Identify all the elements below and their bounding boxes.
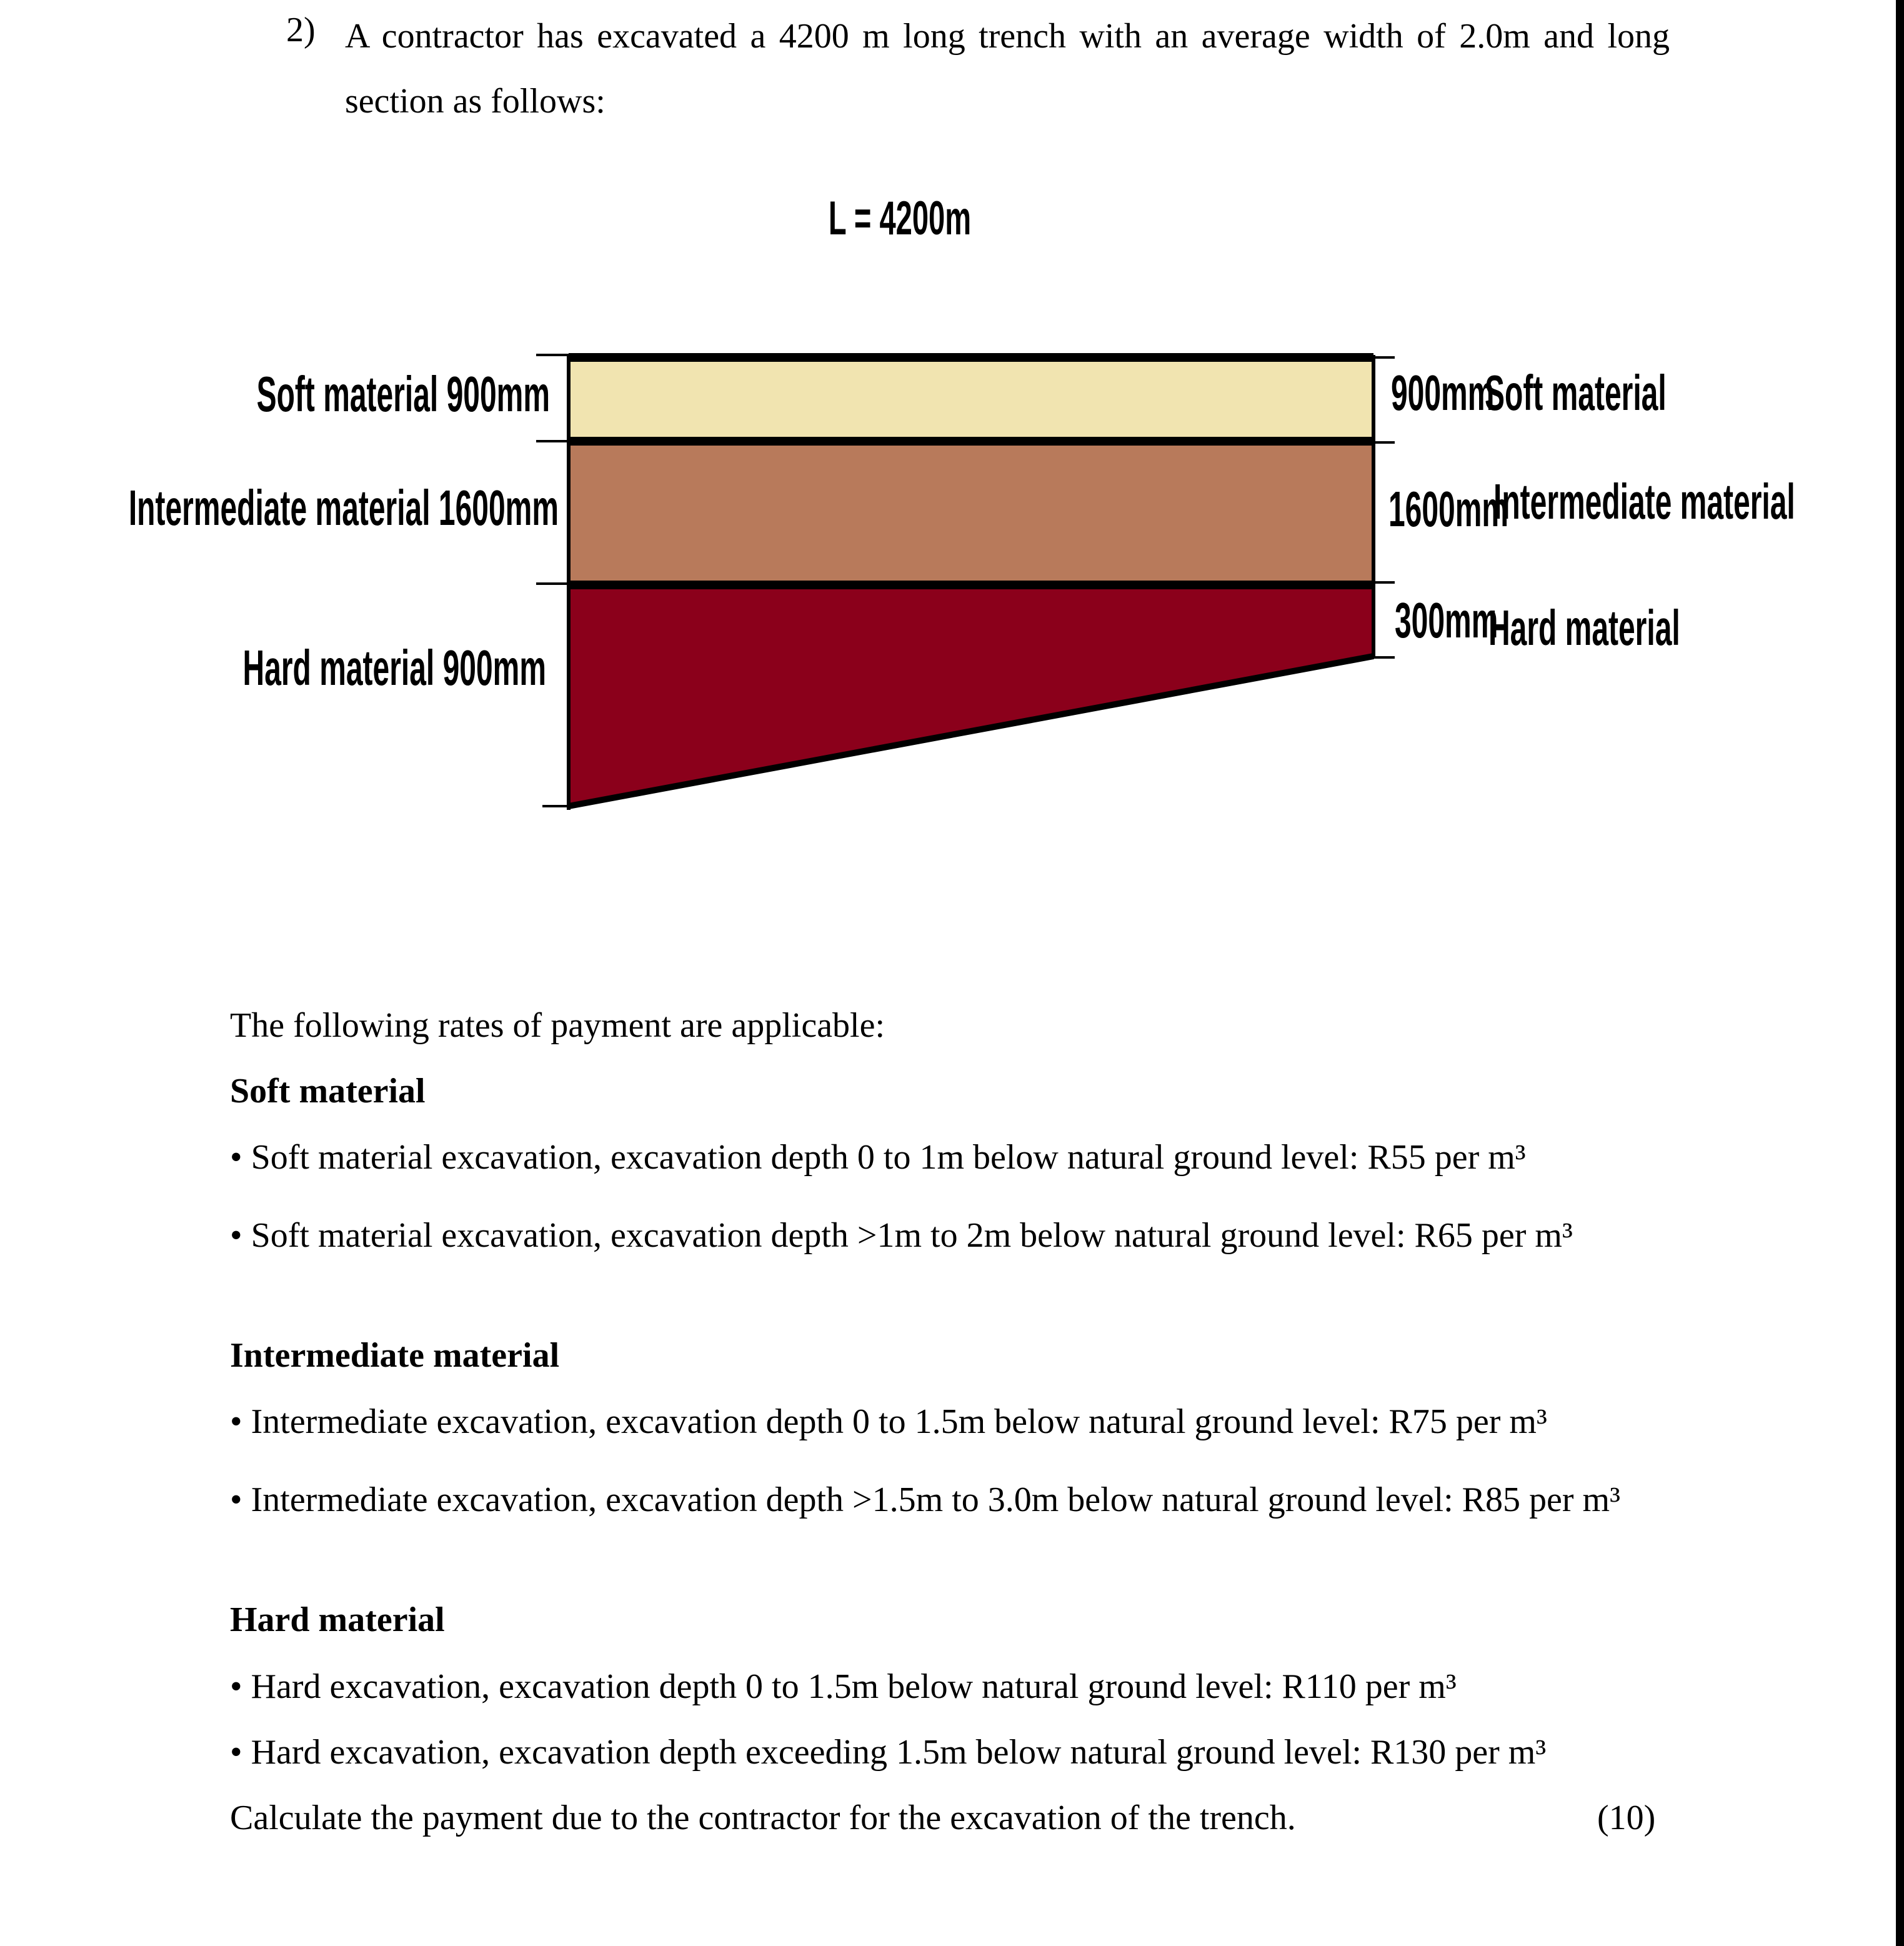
left-label-hard-material: Hard material 900mm xyxy=(242,639,546,696)
left-label-soft-material: Soft material 900mm xyxy=(256,366,550,422)
marks-allocation: (10) xyxy=(1597,1799,1656,1837)
rates-intro: The following rates of payment are applicable: xyxy=(230,1006,885,1045)
question-number: 2) xyxy=(286,11,316,49)
trench-length-label: L = 4200m xyxy=(828,192,972,245)
heading-soft-material: Soft material xyxy=(230,1072,426,1110)
right-label-hard-depth: 300mm xyxy=(1395,592,1498,648)
question-text: A contractor has excavated a 4200 m long trench with an average width of 2.0m and long section as follows: xyxy=(345,17,1670,121)
intermediate-material-layer xyxy=(569,441,1373,585)
hard-material-layer xyxy=(569,585,1373,806)
right-label-soft-name: Soft material xyxy=(1485,364,1667,421)
right-label-intermediate-name: Intermediate material xyxy=(1493,473,1795,529)
right-label-intermediate-depth: 1600mm xyxy=(1388,481,1509,537)
rate-intermediate-2: • Intermediate excavation, excavation depth >1.5m to 3.0m below natural ground level: R85 per m³ xyxy=(230,1480,1620,1519)
rate-intermediate-1: • Intermediate excavation, excavation depth 0 to 1.5m below natural ground level: R75 per m³ xyxy=(230,1402,1547,1441)
soft-material-layer xyxy=(569,357,1373,441)
task-instruction: Calculate the payment due to the contractor for the excavation of the trench. xyxy=(230,1799,1296,1837)
rate-hard-2: • Hard excavation, excavation depth exceeding 1.5m below natural ground level: R130 per m³ xyxy=(230,1733,1547,1772)
rate-hard-1: • Hard excavation, excavation depth 0 to 1.5m below natural ground level: R110 per m³ xyxy=(230,1667,1457,1706)
trench-long-section-diagram xyxy=(0,0,1904,875)
right-label-soft-depth: 900mm xyxy=(1391,364,1495,421)
right-label-hard-name: Hard material xyxy=(1488,599,1680,656)
rate-soft-2: • Soft material excavation, excavation depth >1m to 2m below natural ground level: R65 per m³ xyxy=(230,1216,1573,1255)
left-label-intermediate-material: Intermediate material 1600mm xyxy=(128,479,559,536)
heading-hard-material: Hard material xyxy=(230,1600,445,1639)
rate-soft-1: • Soft material excavation, excavation depth 0 to 1m below natural ground level: R55 per m³ xyxy=(230,1138,1526,1177)
heading-intermediate-material: Intermediate material xyxy=(230,1336,560,1375)
